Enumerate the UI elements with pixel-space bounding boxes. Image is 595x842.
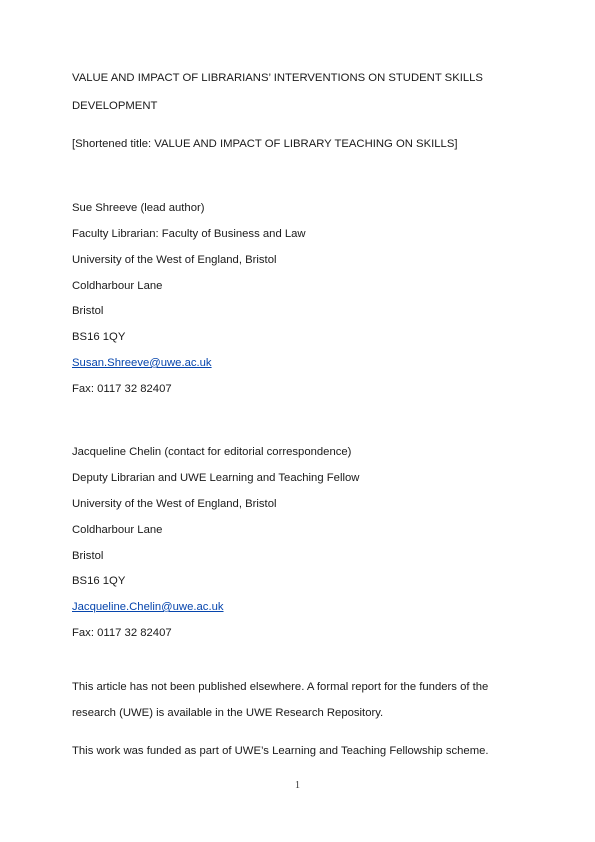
page-number: 1	[295, 780, 300, 791]
author1-fax: Fax: 0117 32 82407	[72, 383, 172, 395]
author1-postcode: BS16 1QY	[72, 331, 126, 343]
author1-street: Coldharbour Lane	[72, 280, 163, 292]
author2-institution: University of the West of England, Bristol	[72, 498, 277, 510]
author1-city: Bristol	[72, 305, 104, 317]
publication-note-line-1: This article has not been published elsewhere. A formal report for the funders of the	[72, 681, 489, 693]
author2-role: Deputy Librarian and UWE Learning and Teaching Fellow	[72, 472, 360, 484]
author2-email-link[interactable]: Jacqueline.Chelin@uwe.ac.uk	[72, 601, 224, 613]
author1-email-link[interactable]: Susan.Shreeve@uwe.ac.uk	[72, 357, 212, 369]
author1-name: Sue Shreeve (lead author)	[72, 202, 205, 214]
author1-institution: University of the West of England, Bristol	[72, 254, 277, 266]
title-line-2: DEVELOPMENT	[72, 100, 158, 112]
author2-street: Coldharbour Lane	[72, 524, 163, 536]
shortened-title: [Shortened title: VALUE AND IMPACT OF LIBRARY TEACHING ON SKILLS]	[72, 138, 458, 150]
publication-note-line-2: research (UWE) is available in the UWE Research Repository.	[72, 707, 384, 719]
title-line-1: VALUE AND IMPACT OF LIBRARIANS’ INTERVENTIONS ON STUDENT SKILLS	[72, 72, 483, 84]
author1-role: Faculty Librarian: Faculty of Business and Law	[72, 228, 306, 240]
author2-city: Bristol	[72, 550, 104, 562]
author2-name: Jacqueline Chelin (contact for editorial correspondence)	[72, 446, 352, 458]
author2-fax: Fax: 0117 32 82407	[72, 627, 172, 639]
author2-postcode: BS16 1QY	[72, 575, 126, 587]
funding-statement: This work was funded as part of UWE’s Learning and Teaching Fellowship scheme.	[72, 745, 489, 757]
